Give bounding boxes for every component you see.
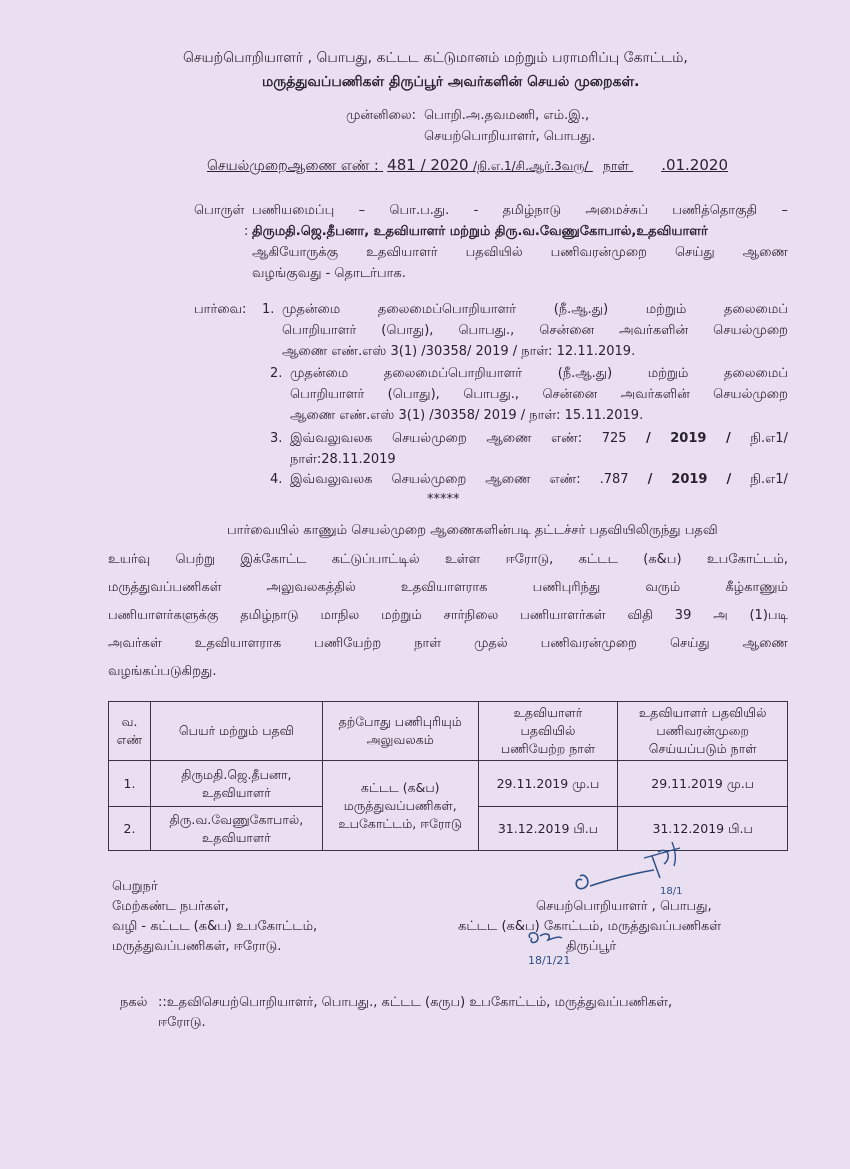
row-1-joining: 29.11.2019 மு.ப <box>478 761 618 807</box>
office-line-3: உபகோட்டம், ஈரோடு <box>338 815 463 831</box>
word: உயர்வு <box>108 552 151 567</box>
word: / <box>646 431 651 446</box>
order-label: செயல்முறைஆணை எண் : <box>207 158 379 174</box>
handwritten-initials <box>524 930 574 970</box>
word: / <box>725 431 731 446</box>
word: பணியமைப்பு <box>252 203 335 218</box>
row-1-regular: 29.11.2019 மு.ப <box>618 761 788 807</box>
header-sno <box>109 702 151 761</box>
word: ஆணை <box>742 245 788 260</box>
word: / <box>726 472 732 487</box>
word: நி.எ1/ <box>750 431 788 446</box>
word: அமைச்சுப் <box>585 203 648 218</box>
reference-1-line-1 <box>282 302 788 318</box>
word: பணிவரன்முறை <box>540 636 637 651</box>
body-line-1: பார்வையில் காணும் செயல்முறை ஆணைகளின்படி தட்டச்சர் பதவியிலிருந்து பதவி <box>227 523 718 538</box>
subject-line-3 <box>252 245 788 261</box>
word: முதன்மை <box>290 366 349 381</box>
order-ref: /நி.எ.1/சி.ஆர்.3வரு/ <box>473 159 589 173</box>
header-name: பெயர் மற்றும் பதவி <box>150 702 322 761</box>
table-row <box>109 761 788 807</box>
row-2-name-cell <box>150 807 322 851</box>
word: நி.எ1/ <box>750 472 788 487</box>
word: ஆணை <box>485 472 531 487</box>
word: தமிழ்நாடு <box>240 608 299 623</box>
header-office-line-2: அலுவலகம் <box>366 732 434 747</box>
word: தலைமைப்பொறியாளர் <box>377 302 517 317</box>
word: உள்ள <box>444 552 481 567</box>
order-date-label: நாள் <box>602 158 629 173</box>
word: (பொது), <box>381 323 434 338</box>
regularization-table <box>108 701 788 851</box>
word: .787 <box>599 472 629 487</box>
header-joining-line-1: உதவியாளர் <box>513 705 583 720</box>
word: செயல்முறை <box>713 387 788 402</box>
word: சென்னை <box>542 387 598 402</box>
copy-line-2: ஈரோடு. <box>158 1015 206 1030</box>
word: தலைமைப் <box>723 302 788 317</box>
word: தலைமைப்பொறியாளர் <box>383 366 523 381</box>
body-line-2 <box>108 552 788 568</box>
reference-4-line-1 <box>290 472 788 488</box>
handwritten-signature <box>560 836 690 898</box>
word: பெற்று <box>175 552 216 567</box>
word: (1)படி <box>749 608 788 623</box>
copy-line-1: ::உதவிசெயற்பொறியாளர், பொபது., கட்டட (கருப) உபகோட்டம், மருத்துவப்பணிகள், <box>158 995 673 1010</box>
reference-1-line-2 <box>282 323 788 339</box>
initials-date: 18/1/21 <box>528 954 571 967</box>
signature-date: 18/1 <box>660 886 683 897</box>
word: 2019 <box>670 431 707 446</box>
word: செயல்முறை <box>391 431 467 446</box>
header-joining-line-2: பதவியில் <box>520 723 576 738</box>
word: பணியேற்ற <box>314 636 382 651</box>
reference-1-number: 1. <box>262 302 275 317</box>
copy-label: நகல் <box>120 995 148 1010</box>
word: இவ்வலுவலக <box>290 431 373 446</box>
row-2-sno: 2. <box>109 807 151 851</box>
word: அலுவலகத்தில் <box>266 580 356 595</box>
word: நாள் <box>414 636 442 651</box>
word: சார்நிலை <box>443 608 499 623</box>
word: இக்கோட்ட <box>240 552 307 567</box>
word: கட்டுப்பாட்டில் <box>331 552 420 567</box>
word: செய்து <box>674 245 715 260</box>
recipient-line-2: வழி - கட்டட (க&ப) உபகோட்டம், <box>112 919 318 934</box>
subject-line-1 <box>252 203 788 219</box>
reference-4-number: 4. <box>270 472 283 487</box>
word: இவ்வலுவலக <box>290 472 373 487</box>
word: உதவியாளராக <box>400 580 488 595</box>
signatory-line-3: திருப்பூர் <box>566 939 617 954</box>
word: ஈரோடு, <box>505 552 554 567</box>
header-regular-line-3: செய்யப்படும் நாள் <box>648 741 757 756</box>
word: விதி <box>627 608 653 623</box>
word: அவர்களின் <box>619 323 689 338</box>
word: (நீ.ஆ.து) <box>557 366 613 381</box>
word: உதவியாளராக <box>194 636 282 651</box>
subject-label: பொருள் <box>194 203 245 218</box>
subject-colon: : <box>244 224 249 239</box>
reference-4-stars: ***** <box>427 492 460 507</box>
reference-2-line-2 <box>290 387 788 403</box>
office-line-1: கட்டட (க&ப) <box>360 779 440 795</box>
word: பணிவரன்முறை <box>550 245 647 260</box>
reference-1-line-3: ஆணை எண்.எஸ் 3(1) /30358/ 2019 / நாள்: 12.11.2019. <box>282 344 636 359</box>
word: மாநில <box>320 608 360 623</box>
body-line-3 <box>108 580 788 596</box>
recipient-line-3: மருத்துவப்பணிகள், ஈரோடு. <box>112 939 282 954</box>
reference-2-line-1 <box>290 366 788 382</box>
word: அவர்களின் <box>620 387 690 402</box>
word: பணியாளர்களுக்கு <box>108 608 219 623</box>
order-number-line <box>207 156 728 176</box>
references-label: பார்வை: <box>194 302 247 317</box>
word: செயல்முறை <box>391 472 467 487</box>
row-1-name: திருமதி.ஜெ.தீபனா, <box>181 766 292 782</box>
header-joining <box>478 702 618 761</box>
word: எண்: <box>549 472 581 487</box>
word: அவர்கள் <box>108 636 162 651</box>
word: முதன்மை <box>282 302 341 317</box>
word: பொ.ப.து. <box>389 203 450 218</box>
word: செய்து <box>669 636 710 651</box>
subject-line-2: திருமதி.ஜெ.தீபனா, உதவியாளர் மற்றும் திரு.வ.வேணுகோபால்,உதவியாளர் <box>252 224 708 239</box>
signatory-line-1: செயற்பொறியாளர் , பொபது, <box>536 899 712 914</box>
word: ஆகியோருக்கு <box>252 245 339 260</box>
body-line-4 <box>108 608 788 624</box>
word: அ <box>713 608 728 623</box>
word: பொறியாளர் <box>290 387 365 402</box>
word: – <box>358 203 366 218</box>
reference-3-line-1 <box>290 431 788 447</box>
reference-3-number: 3. <box>270 431 283 446</box>
presence-name: பொறி.அ.தவமணி, எம்.இ., <box>424 108 590 123</box>
word: தமிழ்நாடு <box>502 203 562 218</box>
word: முதல் <box>474 636 508 651</box>
word: கட்டட <box>578 552 618 567</box>
recipient-line-1: மேற்கண்ட நபர்கள், <box>112 899 229 914</box>
word: எண்: <box>551 431 583 446</box>
subject-line-4: வழங்குவது - தொடர்பாக. <box>252 266 406 281</box>
row-1-designation: உதவியாளர் <box>201 784 271 800</box>
word: பொபது., <box>463 387 520 402</box>
order-number: 481 / 2020 <box>387 156 469 174</box>
row-2-name: திரு.வ.வேணுகோபால், <box>169 811 304 827</box>
reference-2-line-3: ஆணை எண்.எஸ் 3(1) /30358/ 2019 / நாள்: 15.11.2019. <box>290 408 644 423</box>
header-joining-line-3: பணியேற்ற நாள் <box>500 741 596 756</box>
row-2-joining: 31.12.2019 பி.ப <box>478 807 618 851</box>
word: உபகோட்டம், <box>706 552 788 567</box>
word: / <box>647 472 653 487</box>
table-header-row <box>109 702 788 761</box>
presence-designation: செயற்பொறியாளர், பொபது. <box>424 129 596 144</box>
header-sno-line-1: வ. <box>121 714 138 729</box>
word: (பொது), <box>387 387 440 402</box>
word: (நீ.ஆ.து) <box>553 302 609 317</box>
word: கீழ்காணும் <box>725 580 788 595</box>
header-office-line-1: தற்போது பணிபுரியும் <box>338 714 462 729</box>
word: பொறியாளர் <box>282 323 357 338</box>
word: செயல்முறை <box>713 323 788 338</box>
reference-3-line-2: நாள்:28.11.2019 <box>290 452 396 467</box>
word: மற்றும் <box>645 302 687 317</box>
signatory-line-2: கட்டட (க&ப) கோட்டம், மருத்துவப்பணிகள் <box>458 919 722 934</box>
word: 39 <box>674 608 692 623</box>
word: பணிபுரிந்து <box>532 580 601 595</box>
row-1-sno: 1. <box>109 761 151 807</box>
header-regular <box>618 702 788 761</box>
row-2-regular: 31.12.2019 பி.ப <box>618 807 788 851</box>
word: 725 <box>601 431 627 446</box>
reference-2-number: 2. <box>270 366 283 381</box>
header-line-2: மருத்துவப்பணிகள் திருப்பூர் அவர்களின் செயல் முறைகள். <box>262 74 640 90</box>
word: 2019 <box>671 472 708 487</box>
body-line-6: வழங்கப்படுகிறது. <box>108 664 217 679</box>
word: பணியாளர்கள் <box>520 608 606 623</box>
order-date: .01.2020 <box>661 156 728 174</box>
header-regular-line-1: உதவியாளர் பதவியில் <box>638 705 767 720</box>
word: தலைமைப் <box>723 366 788 381</box>
word: - <box>473 203 479 218</box>
row-2-designation: உதவியாளர் <box>201 829 271 845</box>
office-line-2: மருத்துவப்பணிகள், <box>343 797 457 813</box>
word: ஆணை <box>742 636 788 651</box>
office-cell <box>322 761 478 851</box>
header-line-1: செயற்பொறியாளர் , பொபது, கட்டட கட்டுமானம் மற்றும் பராமரிப்பு கோட்டம், <box>183 50 688 66</box>
word: பொபது., <box>458 323 515 338</box>
row-1-name-cell <box>150 761 322 807</box>
word: உதவியாளர் <box>366 245 438 260</box>
word: – <box>781 203 788 218</box>
word: மற்றும் <box>647 366 689 381</box>
word: வரும் <box>645 580 681 595</box>
body-line-5 <box>108 636 788 652</box>
header-office <box>322 702 478 761</box>
word: சென்னை <box>539 323 595 338</box>
word: மற்றும் <box>381 608 422 623</box>
word: (க&ப) <box>643 552 682 567</box>
header-sno-line-2: எண் <box>116 732 143 747</box>
word: மருத்துவப்பணிகள் <box>108 580 222 595</box>
presence-label: முன்னிலை: <box>346 108 417 123</box>
word: பதவியில் <box>465 245 523 260</box>
word: பணித்தொகுதி <box>672 203 758 218</box>
header-regular-line-2: பணிவரன்முறை <box>656 723 749 738</box>
word: ஆணை <box>486 431 532 446</box>
recipient-label: பெறுநர் <box>112 879 158 894</box>
